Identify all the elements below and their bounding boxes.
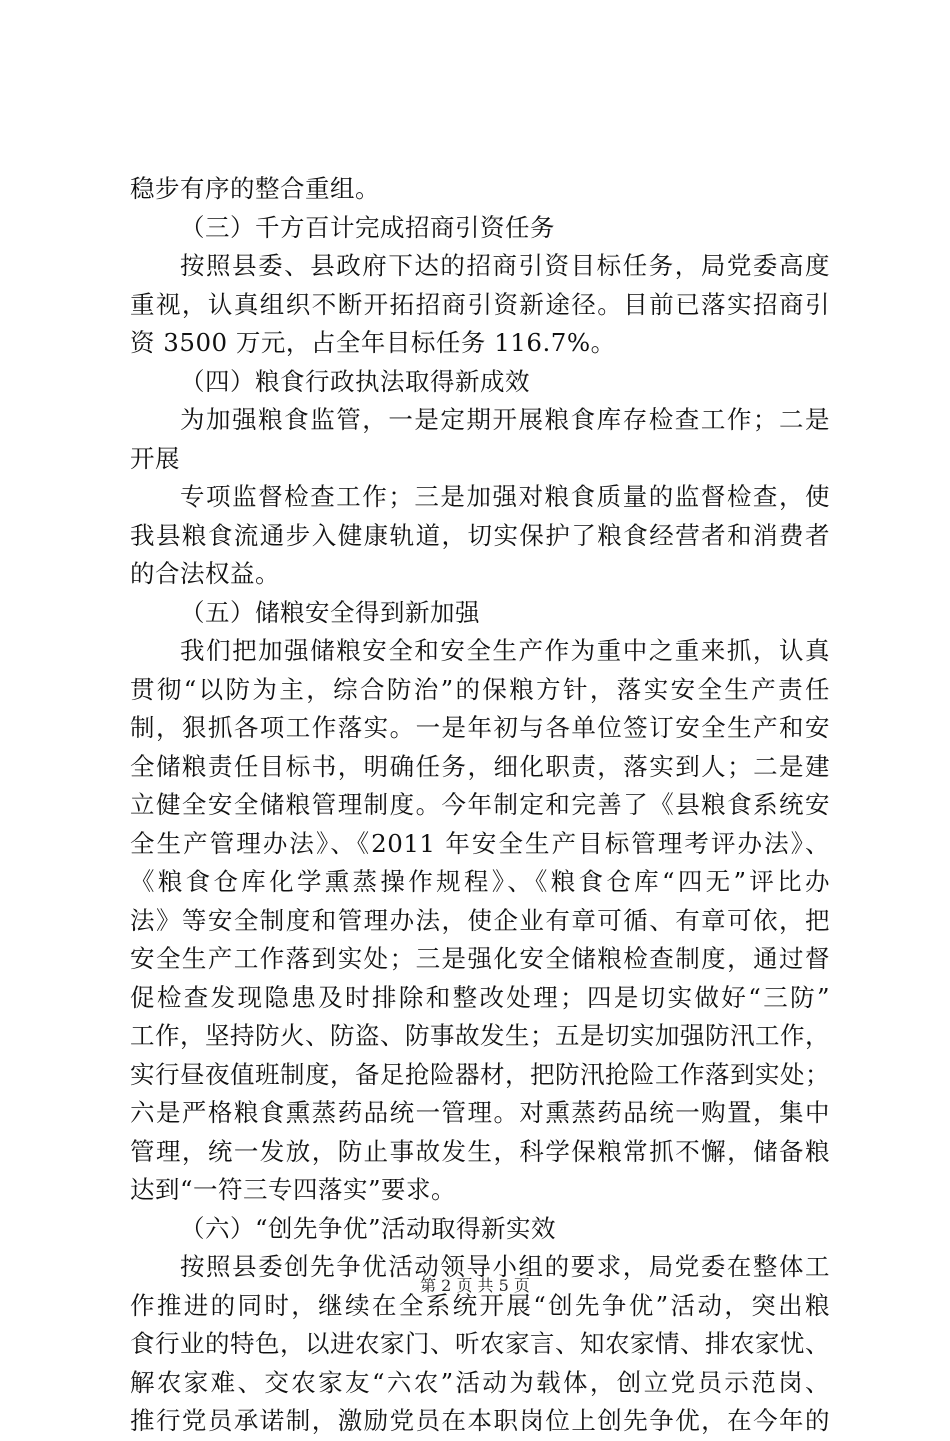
text-line: 全储粮责任目标书，明确任务，细化职责，落实到人；二是建 [130, 751, 830, 781]
text-line: （六）“创先争优”活动取得新实效 [180, 1213, 557, 1243]
text-line: 实行昼夜值班制度，备足抢险器材，把防汛抢险工作落到实处； [130, 1059, 830, 1089]
text-line: 我们把加强储粮安全和安全生产作为重中之重来抓，认真 [180, 636, 830, 665]
text-line: 促检查发现隐患及时排除和整改处理；四是切实做好“三防” [130, 982, 830, 1012]
text-line: 法》等安全制度和管理办法，使企业有章可循、有章可依，把 [130, 905, 830, 935]
text-line: 食行业的特色，以进农家门、听农家言、知农家情、排农家忧、 [130, 1329, 830, 1358]
text-line: 的合法权益。 [130, 559, 280, 588]
page-footer: 第 2 页 共 5 页 [420, 1276, 530, 1295]
text-line: 六是严格粮食熏蒸药品统一管理。对熏蒸药品统一购置，集中 [130, 1098, 830, 1127]
text-line: 安全生产工作落到实处；三是强化安全储粮检查制度，通过督 [130, 944, 830, 973]
text-line: 稳步有序的整合重组。 [130, 174, 380, 203]
text-line: 制，狠抓各项工作落实。一是年初与各单位签订安全生产和安 [130, 713, 830, 742]
text-line: 作推进的同时，继续在全系统开展“创先争优”活动，突出粮 [130, 1290, 830, 1320]
document-body [130, 170, 830, 1441]
text-line: 为加强粮食监管，一是定期开展粮食库存检查工作；二是 [180, 405, 830, 434]
text-line: 推行党员承诺制，激励党员在本职岗位上创先争优，在今年的 [130, 1406, 830, 1435]
text-line: 重视，认真组织不断开拓招商引资新途径。目前已落实招商引 [130, 289, 830, 319]
text-line: 解农家难、交农家友“六农”活动为载体，创立党员示范岗、 [130, 1367, 830, 1397]
text-line: （四）粮食行政执法取得新成效 [180, 366, 530, 396]
text-line: 按照县委、县政府下达的招商引资目标任务，局党委高度 [180, 251, 830, 280]
text-line: 全生产管理办法》、《2011 年安全生产目标管理考评办法》、 [130, 828, 830, 858]
text-line: 管理，统一发放，防止事故发生，科学保粮常抓不懈，储备粮 [130, 1136, 830, 1166]
text-line: 工作，坚持防火、防盗、防事故发生；五是切实加强防汛工作， [130, 1021, 830, 1050]
text-line: 专项监督检查工作；三是加强对粮食质量的监督检查，使 [180, 482, 830, 511]
text-line: （三）千方百计完成招商引资任务 [180, 212, 555, 242]
text-line: 《粮食仓库化学熏蒸操作规程》、《粮食仓库“四无”评比办 [130, 867, 830, 896]
text-line: （五）储粮安全得到新加强 [180, 597, 480, 627]
text-line: 按照县委创先争优活动领导小组的要求，局党委在整体工 [180, 1252, 830, 1281]
text-line: 我县粮食流通步入健康轨道，切实保护了粮食经营者和消费者 [130, 520, 830, 550]
text-line: 资 3500 万元，占全年目标任务 116.7%。 [130, 328, 616, 357]
text-line: 立健全安全储粮管理制度。今年制定和完善了《县粮食系统安 [130, 790, 830, 819]
text-line: 贯彻“以防为主，综合防治”的保粮方针，落实安全生产责任 [130, 674, 830, 704]
text-line: 达到“一符三专四落实”要求。 [130, 1175, 457, 1204]
text-line: 开展 [130, 443, 180, 473]
